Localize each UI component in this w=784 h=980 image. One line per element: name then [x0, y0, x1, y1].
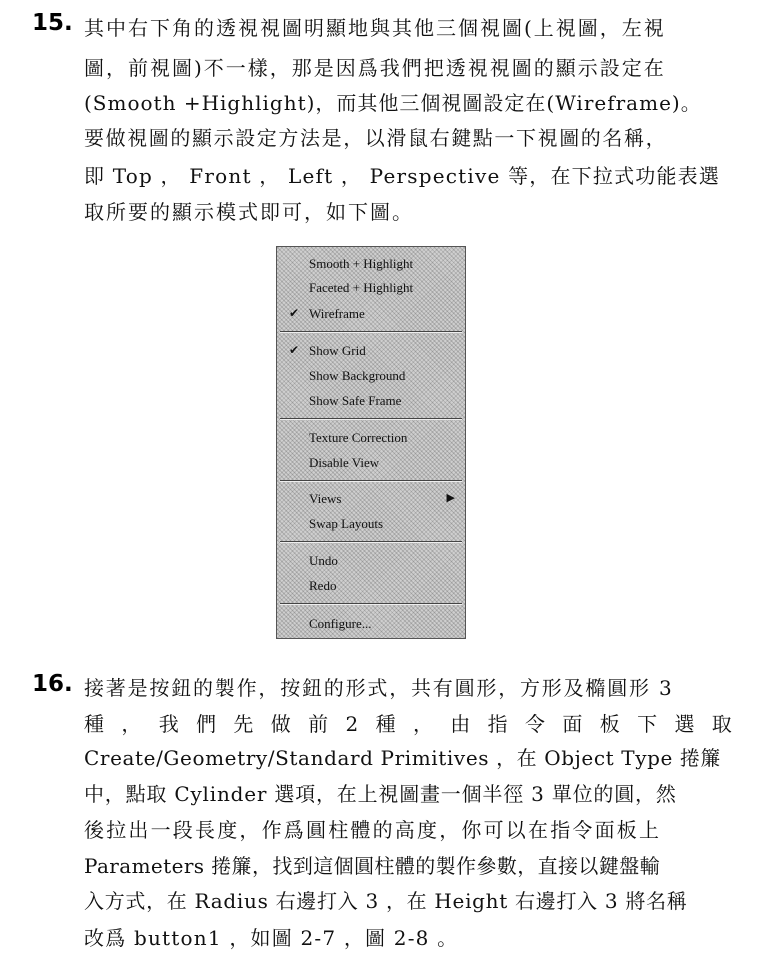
- menu-item-label: Texture Correction: [309, 430, 408, 445]
- paragraph-15-line: 即 Top ， Front ， Left ， Perspective 等，在下拉式功能表選: [84, 164, 721, 188]
- menu-item-label: Undo: [309, 553, 338, 568]
- menu-item-label: Show Background: [309, 368, 406, 383]
- paragraph-16-line: 改爲 button1 ，如圖 2-7 ，圖 2-8 。: [84, 926, 459, 950]
- paragraph-15-line: (Smooth +Highlight)，而其他三個視圖設定在(Wireframe)。: [84, 91, 702, 115]
- menu-item-label: Configure...: [309, 616, 372, 631]
- menu-item-faceted-highlight[interactable]: [277, 277, 465, 299]
- menu-item-wireframe[interactable]: [277, 303, 465, 325]
- menu-separator: [280, 480, 462, 482]
- paragraph-15-line: 其中右下角的透視視圖明顯地與其他三個視圖(上視圖，左視: [84, 16, 666, 40]
- menu-item-show-background[interactable]: [277, 365, 465, 387]
- paragraph-16-line: 種 ， 我 們 先 做 前 2 種 ， 由 指 令 面 板 下 選 取: [84, 712, 738, 736]
- paragraph-16-line: Parameters 捲簾，找到這個圓柱體的製作參數，直接以鍵盤輸: [84, 854, 661, 878]
- menu-item-smooth-highlight[interactable]: [277, 253, 465, 275]
- checkmark-icon: ✔: [289, 306, 300, 320]
- menu-item-label: Wireframe: [309, 306, 365, 321]
- menu-item-redo[interactable]: [277, 575, 465, 597]
- viewport-context-menu: [276, 246, 466, 639]
- menu-item-show-safe-frame[interactable]: [277, 390, 465, 412]
- menu-item-configure[interactable]: [277, 613, 465, 635]
- menu-item-undo[interactable]: [277, 550, 465, 572]
- paragraph-16-line: 後拉出一段長度，作爲圓柱體的高度，你可以在指令面板上: [84, 818, 662, 842]
- paragraph-16-line: Create/Geometry/Standard Primitives ，在 Object Type 捲簾: [84, 746, 722, 770]
- menu-item-label: Show Safe Frame: [309, 393, 402, 408]
- menu-item-show-grid[interactable]: [277, 340, 465, 362]
- submenu-arrow-icon: ▶: [446, 491, 455, 504]
- menu-separator: [280, 603, 462, 605]
- menu-item-texture-correction[interactable]: [277, 427, 465, 449]
- menu-item-label: Disable View: [309, 455, 380, 470]
- menu-item-label: Views: [309, 491, 342, 506]
- menu-item-label: Smooth + Highlight: [309, 256, 414, 271]
- menu-item-label: Show Grid: [309, 343, 366, 358]
- menu-separator: [280, 331, 462, 333]
- paragraph-15-line: 圖，前視圖)不一樣，那是因爲我們把透視視圖的顯示設定在: [84, 56, 666, 80]
- paragraph-16-line: 中，點取 Cylinder 選項，在上視圖畫一個半徑 3 單位的圓，然: [84, 782, 677, 806]
- menu-separator: [280, 541, 462, 543]
- menu-item-label: Redo: [309, 578, 337, 593]
- menu-item-label: Swap Layouts: [309, 516, 384, 531]
- item-number-16: 16.: [32, 671, 73, 697]
- checkmark-icon: ✔: [289, 343, 300, 357]
- paragraph-15-line: 取所要的顯示模式即可，如下圖。: [84, 200, 414, 224]
- menu-item-swap-layouts[interactable]: [277, 513, 465, 535]
- menu-item-label: Faceted + Highlight: [309, 280, 414, 295]
- menu-item-disable-view[interactable]: [277, 452, 465, 474]
- item-number-15: 15.: [32, 10, 73, 36]
- paragraph-16-line: 入方式，在 Radius 右邊打入 3 ，在 Height 右邊打入 3 將名稱: [84, 889, 688, 913]
- menu-item-views[interactable]: [277, 488, 465, 510]
- menu-separator: [280, 418, 462, 420]
- paragraph-16-line: 接著是按鈕的製作，按鈕的形式，共有圓形，方形及橢圓形 3: [84, 676, 674, 700]
- paragraph-15-line: 要做視圖的顯示設定方法是，以滑鼠右鍵點一下視圖的名稱，: [84, 126, 668, 150]
